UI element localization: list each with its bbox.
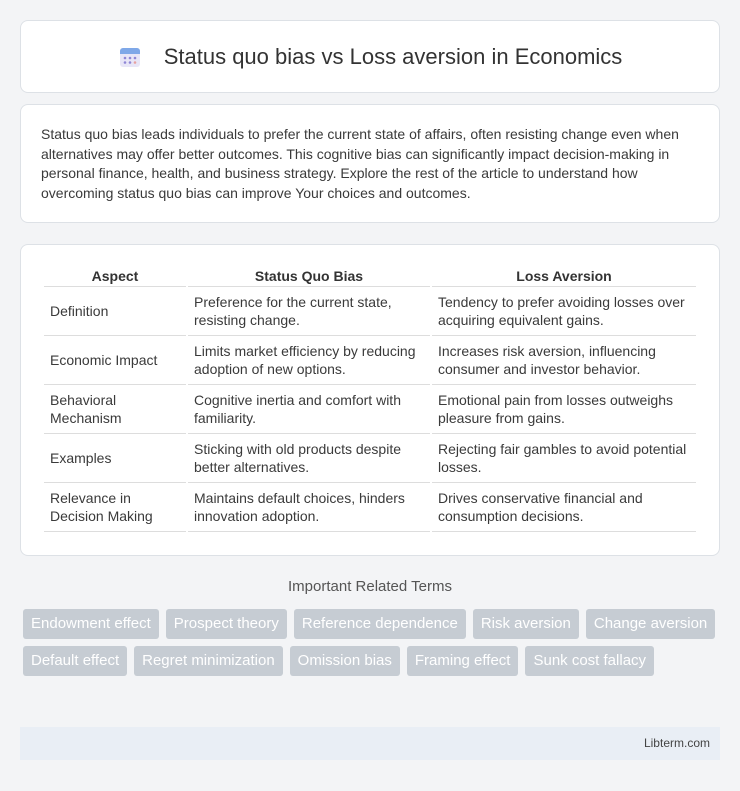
table-row	[44, 434, 696, 483]
table-cell: Examples	[44, 434, 186, 483]
footer	[20, 727, 720, 760]
page-title: Status quo bias vs Loss aversion in Economics	[163, 43, 623, 69]
table-row	[44, 385, 696, 434]
table-cell: Emotional pain from losses outweighs pleasure from gains.	[432, 385, 696, 434]
table-cell: Tendency to prefer avoiding losses over acquiring equivalent gains.	[432, 287, 696, 336]
footer-site-link[interactable]: Libterm.com	[643, 736, 710, 750]
table-row	[44, 483, 696, 532]
table-cell: Increases risk aversion, influencing consumer and investor behavior.	[432, 336, 696, 385]
table-cell: Preference for the current state, resisting change.	[188, 287, 430, 336]
table-cell: Limits market efficiency by reducing adoption of new options.	[188, 336, 430, 385]
related-term-tag[interactable]: Default effect	[23, 646, 127, 676]
related-term-tag[interactable]: Endowment effect	[23, 609, 159, 639]
table-row	[44, 287, 696, 336]
comparison-table	[42, 265, 698, 532]
related-term-tag[interactable]: Reference dependence	[294, 609, 466, 639]
table-cell: Rejecting fair gambles to avoid potential losses.	[432, 434, 696, 483]
calendar-grid-icon	[118, 45, 142, 69]
table-cell: Relevance in Decision Making	[44, 483, 186, 532]
table-cell: Economic Impact	[44, 336, 186, 385]
related-term-tag[interactable]: Regret minimization	[134, 646, 283, 676]
column-header-loss-aversion: Loss Aversion	[432, 265, 696, 287]
header-card	[20, 20, 720, 93]
related-terms-title: Important Related Terms	[288, 578, 452, 595]
related-term-tag[interactable]: Change aversion	[586, 609, 715, 639]
table-header-row	[44, 265, 696, 287]
column-header-aspect: Aspect	[44, 265, 186, 287]
related-term-tag[interactable]: Prospect theory	[166, 609, 287, 639]
table-cell: Definition	[44, 287, 186, 336]
table-cell: Drives conservative financial and consumption decisions.	[432, 483, 696, 532]
related-term-tag[interactable]: Framing effect	[407, 646, 519, 676]
table-cell: Maintains default choices, hinders innovation adoption.	[188, 483, 430, 532]
intro-text: Status quo bias leads individuals to prefer the current state of affairs, often resisting change even when alternatives may offer better outcomes. This cognitive bias can significantly impact decision-making in personal finance, health, and business strategy. Explore the rest of the article to understand how overcoming status quo bias can improve Your choices and outcomes.	[41, 126, 679, 201]
table-row	[44, 336, 696, 385]
related-term-tag[interactable]: Omission bias	[290, 646, 400, 676]
related-term-tag[interactable]: Risk aversion	[473, 609, 579, 639]
related-terms-list	[23, 609, 723, 683]
table-cell: Cognitive inertia and comfort with familiarity.	[188, 385, 430, 434]
table-cell: Sticking with old products despite better alternatives.	[188, 434, 430, 483]
column-header-status-quo-bias: Status Quo Bias	[188, 265, 430, 287]
intro-card	[20, 104, 720, 223]
table-cell: Behavioral Mechanism	[44, 385, 186, 434]
comparison-table-card	[20, 244, 720, 556]
related-term-tag[interactable]: Sunk cost fallacy	[525, 646, 654, 676]
